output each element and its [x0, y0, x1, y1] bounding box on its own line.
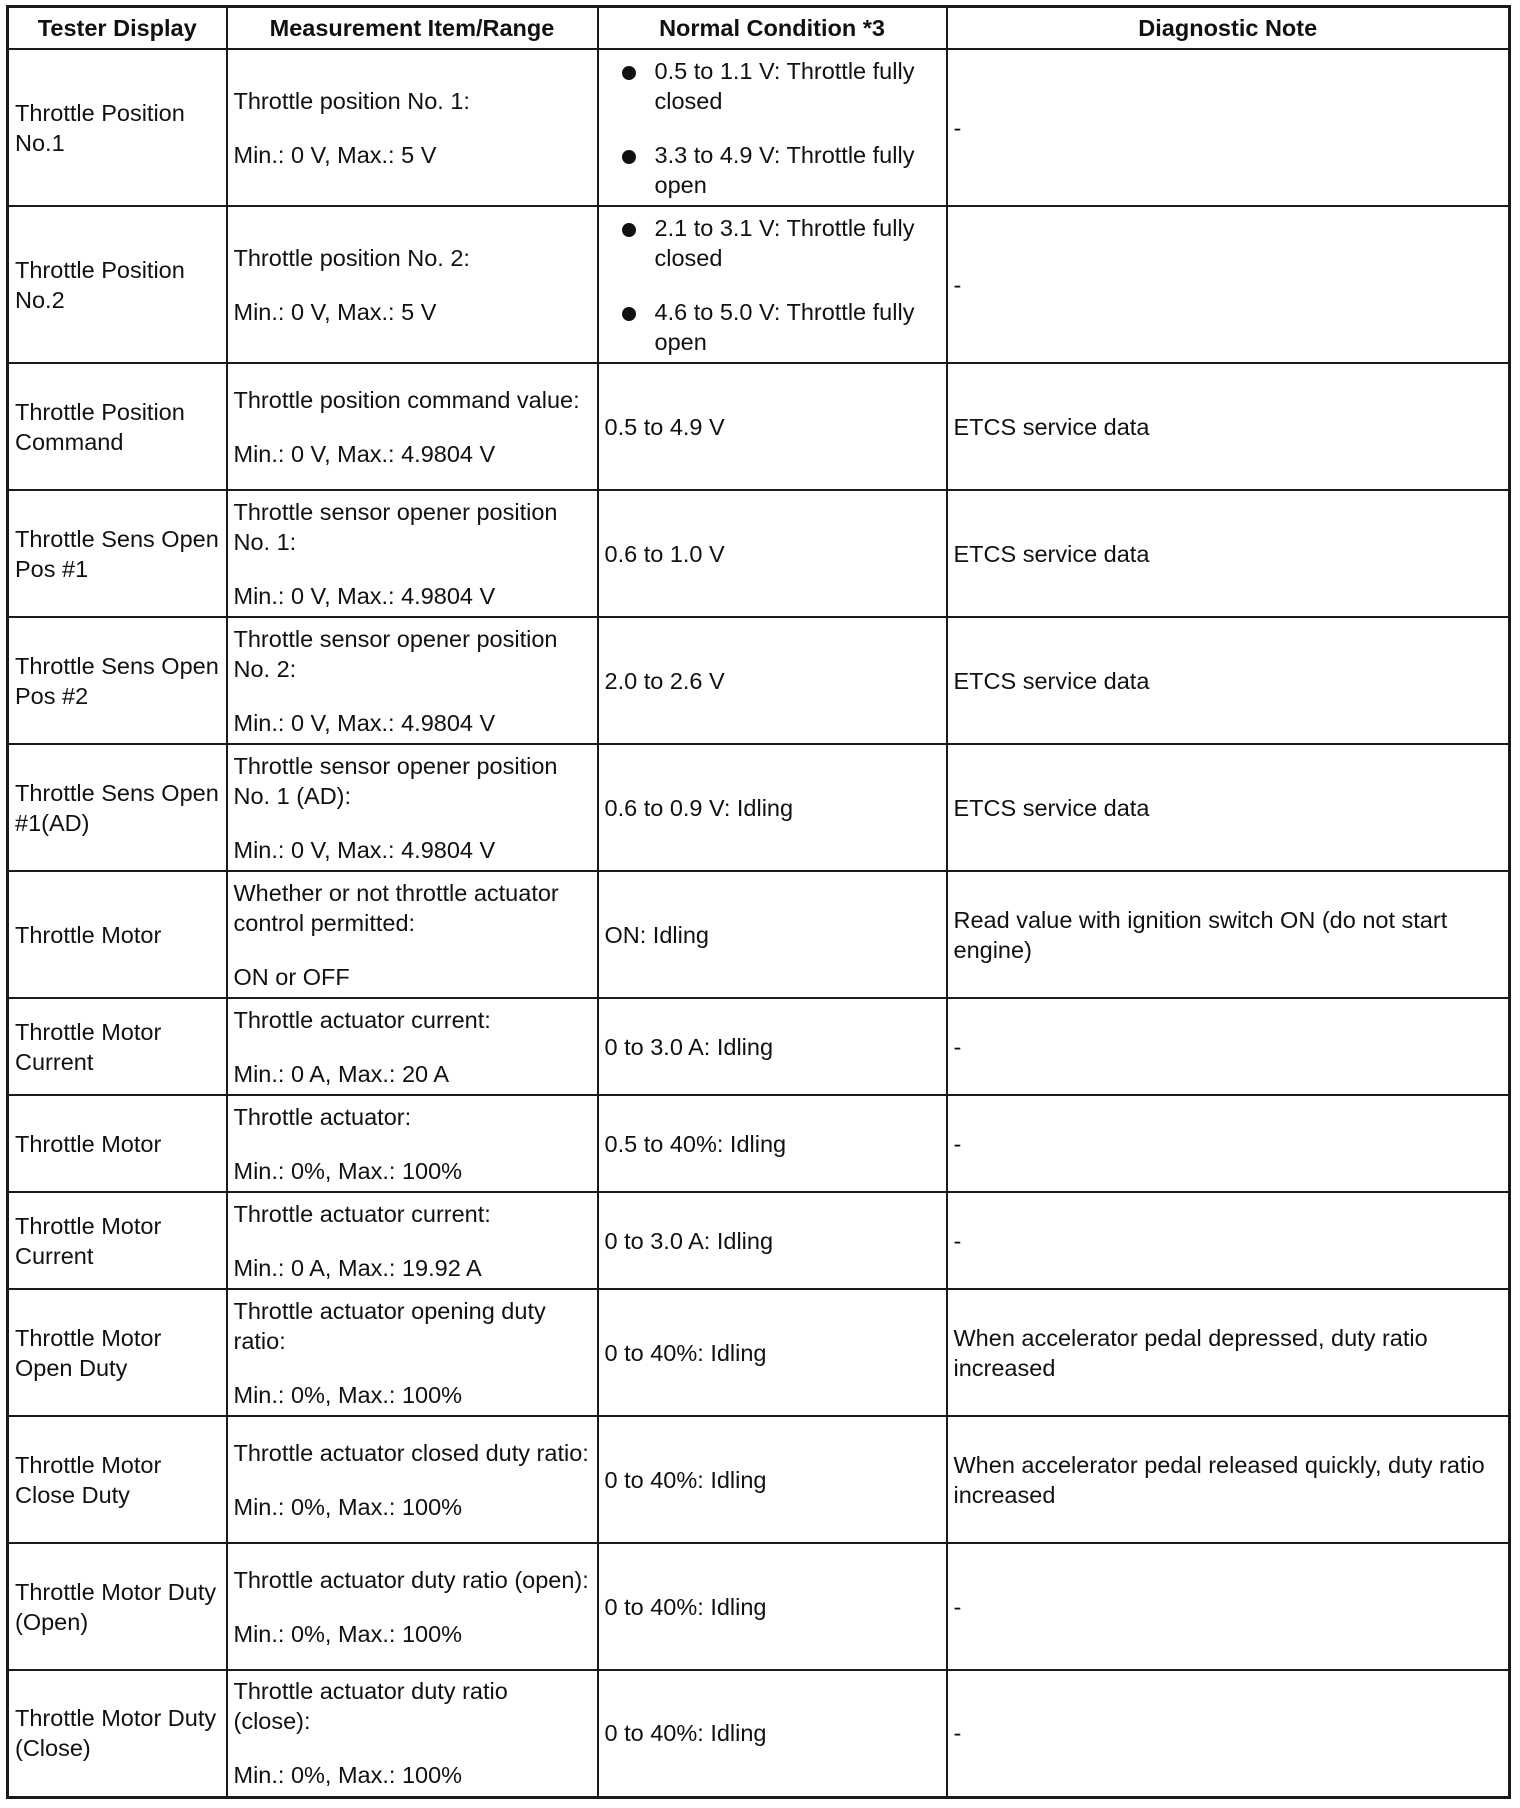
header-diagnostic-note: Diagnostic Note	[947, 7, 1510, 50]
diagnostic-note-cell: ETCS service data	[947, 490, 1510, 617]
table-row	[8, 998, 1510, 1095]
normal-condition-list	[605, 56, 940, 200]
list-item: 4.6 to 5.0 V: Throttle fully open	[605, 297, 940, 357]
tester-display-cell: Throttle Position Command	[8, 363, 227, 490]
measurement-item: Throttle sensor opener position No. 2:	[233, 625, 558, 682]
measurement-cell	[227, 206, 598, 363]
diagnostic-note-cell: -	[947, 206, 1510, 363]
normal-condition-cell: 0 to 40%: Idling	[598, 1543, 947, 1670]
header-row	[8, 7, 1510, 50]
measurement-range: Min.: 0 A, Max.: 19.92 A	[233, 1254, 482, 1281]
list-item: 3.3 to 4.9 V: Throttle fully open	[605, 140, 940, 200]
measurement-cell	[227, 1670, 598, 1797]
measurement-cell	[227, 1416, 598, 1543]
header-tester-display: Tester Display	[8, 7, 227, 50]
normal-condition-cell: 2.0 to 2.6 V	[598, 617, 947, 744]
measurement-item: Throttle actuator closed duty ratio:	[233, 1439, 589, 1466]
data-table	[6, 5, 1511, 1799]
measurement-range: Min.: 0%, Max.: 100%	[233, 1493, 463, 1520]
measurement-item: Throttle sensor opener position No. 1 (AD):	[233, 752, 558, 809]
normal-condition-cell: ON: Idling	[598, 871, 947, 998]
measurement-item: Throttle position No. 1:	[233, 87, 470, 114]
measurement-cell	[227, 490, 598, 617]
normal-condition-cell: 0.6 to 1.0 V	[598, 490, 947, 617]
measurement-range: Min.: 0%, Max.: 100%	[233, 1620, 463, 1647]
tester-display-cell: Throttle Sens Open Pos #2	[8, 617, 227, 744]
measurement-item: Throttle actuator current:	[233, 1006, 491, 1033]
normal-condition-cell	[598, 206, 947, 363]
tester-display-cell: Throttle Motor Duty (Close)	[8, 1670, 227, 1797]
table-row	[8, 617, 1510, 744]
tester-display-cell: Throttle Position No.2	[8, 206, 227, 363]
table-row	[8, 1095, 1510, 1192]
measurement-range: Min.: 0 V, Max.: 4.9804 V	[233, 836, 496, 863]
measurement-range: Min.: 0 A, Max.: 20 A	[233, 1060, 450, 1087]
tester-display-cell: Throttle Motor	[8, 1095, 227, 1192]
measurement-item: Throttle actuator current:	[233, 1200, 491, 1227]
diagnostic-note-cell: ETCS service data	[947, 744, 1510, 871]
tester-display-cell: Throttle Sens Open Pos #1	[8, 490, 227, 617]
header-measurement-item-range: Measurement Item/Range	[227, 7, 598, 50]
measurement-cell	[227, 363, 598, 490]
table-row	[8, 1416, 1510, 1543]
normal-condition-cell: 0 to 3.0 A: Idling	[598, 1192, 947, 1289]
tester-display-cell: Throttle Motor Duty (Open)	[8, 1543, 227, 1670]
table-row	[8, 1670, 1510, 1797]
diagnostic-note-cell: -	[947, 1095, 1510, 1192]
table-row	[8, 871, 1510, 998]
table-row	[8, 1543, 1510, 1670]
measurement-cell	[227, 998, 598, 1095]
tester-display-cell: Throttle Position No.1	[8, 49, 227, 206]
normal-condition-cell: 0.5 to 40%: Idling	[598, 1095, 947, 1192]
tester-display-cell: Throttle Motor	[8, 871, 227, 998]
tester-display-cell: Throttle Sens Open #1(AD)	[8, 744, 227, 871]
diagnostic-note-cell: ETCS service data	[947, 617, 1510, 744]
header-normal-condition: Normal Condition *3	[598, 7, 947, 50]
measurement-item: Throttle actuator duty ratio (open):	[233, 1566, 589, 1593]
measurement-range: Min.: 0 V, Max.: 5 V	[233, 298, 437, 325]
normal-condition-cell: 0 to 3.0 A: Idling	[598, 998, 947, 1095]
measurement-cell	[227, 617, 598, 744]
normal-condition-cell: 0.6 to 0.9 V: Idling	[598, 744, 947, 871]
table-row	[8, 1289, 1510, 1416]
measurement-cell	[227, 1095, 598, 1192]
diagnostic-note-cell: -	[947, 1543, 1510, 1670]
list-item: 0.5 to 1.1 V: Throttle fully closed	[605, 56, 940, 116]
measurement-range: ON or OFF	[233, 963, 350, 990]
diagnostic-note-cell: -	[947, 1670, 1510, 1797]
diagnostic-note-cell: -	[947, 998, 1510, 1095]
measurement-cell	[227, 744, 598, 871]
table-row	[8, 490, 1510, 617]
table-row	[8, 744, 1510, 871]
measurement-range: Min.: 0 V, Max.: 4.9804 V	[233, 582, 496, 609]
measurement-item: Throttle actuator:	[233, 1103, 412, 1130]
normal-condition-cell: 0 to 40%: Idling	[598, 1670, 947, 1797]
measurement-item: Throttle position command value:	[233, 386, 580, 413]
measurement-item: Throttle actuator opening duty ratio:	[233, 1297, 546, 1354]
measurement-range: Min.: 0%, Max.: 100%	[233, 1762, 463, 1789]
table-row	[8, 49, 1510, 206]
measurement-range: Min.: 0 V, Max.: 5 V	[233, 141, 437, 168]
measurement-cell	[227, 871, 598, 998]
diagnostic-note-cell: -	[947, 49, 1510, 206]
diagnostic-note-cell: When accelerator pedal depressed, duty ratio increased	[947, 1289, 1510, 1416]
measurement-range: Min.: 0 V, Max.: 4.9804 V	[233, 440, 496, 467]
measurement-cell	[227, 1289, 598, 1416]
tester-display-cell: Throttle Motor Close Duty	[8, 1416, 227, 1543]
measurement-range: Min.: 0 V, Max.: 4.9804 V	[233, 709, 496, 736]
measurement-range: Min.: 0%, Max.: 100%	[233, 1157, 463, 1184]
measurement-range: Min.: 0%, Max.: 100%	[233, 1381, 463, 1408]
measurement-cell	[227, 1192, 598, 1289]
measurement-item: Throttle position No. 2:	[233, 244, 470, 271]
normal-condition-cell	[598, 49, 947, 206]
normal-condition-list	[605, 213, 940, 357]
diagnostic-note-cell: ETCS service data	[947, 363, 1510, 490]
diagnostic-note-cell: Read value with ignition switch ON (do not start engine)	[947, 871, 1510, 998]
diagnostic-note-cell: -	[947, 1192, 1510, 1289]
measurement-item: Throttle sensor opener position No. 1:	[233, 498, 558, 555]
measurement-cell	[227, 49, 598, 206]
tester-display-cell: Throttle Motor Open Duty	[8, 1289, 227, 1416]
diagnostic-note-cell: When accelerator pedal released quickly, duty ratio increased	[947, 1416, 1510, 1543]
normal-condition-cell: 0 to 40%: Idling	[598, 1289, 947, 1416]
table-row	[8, 363, 1510, 490]
table-row	[8, 1192, 1510, 1289]
tester-display-cell: Throttle Motor Current	[8, 1192, 227, 1289]
measurement-item: Whether or not throttle actuator control permitted:	[233, 879, 559, 936]
measurement-cell	[227, 1543, 598, 1670]
normal-condition-cell: 0.5 to 4.9 V	[598, 363, 947, 490]
normal-condition-cell: 0 to 40%: Idling	[598, 1416, 947, 1543]
list-item: 2.1 to 3.1 V: Throttle fully closed	[605, 213, 940, 273]
table-row	[8, 206, 1510, 363]
measurement-item: Throttle actuator duty ratio (close):	[233, 1678, 508, 1735]
tester-display-cell: Throttle Motor Current	[8, 998, 227, 1095]
